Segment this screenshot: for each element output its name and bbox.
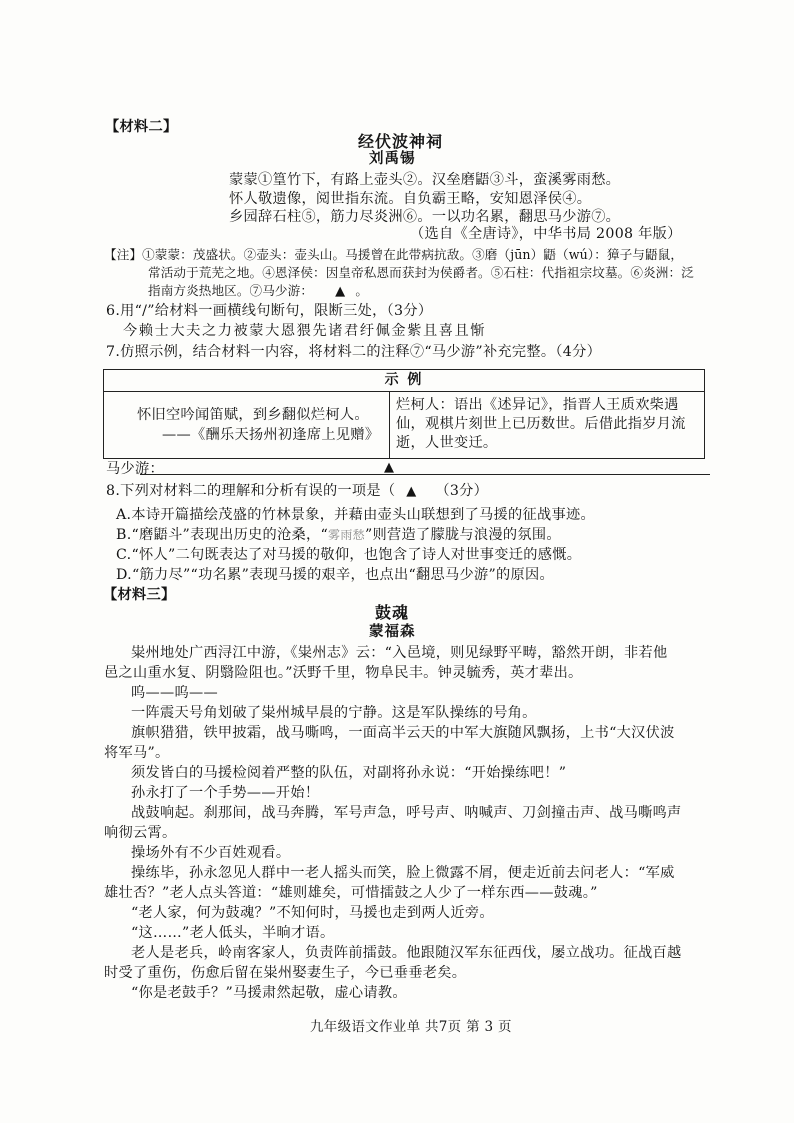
poem-source: （选自《全唐诗》，中华书局 2008 年版） xyxy=(410,226,682,242)
story-line-6: 将军马”。 xyxy=(104,745,170,761)
story-line-9: 战鼓响起。刹那间，战马奔腾，军号声急，呼号声、呐喊声、刀剑撞击声、战马嘶鸣声 xyxy=(131,805,682,821)
example-header: 示 例 xyxy=(104,370,705,392)
example-note-line-2: 仙，观棋片刻世上已历数世。后借此指岁月流 xyxy=(396,416,686,432)
answer-line[interactable] xyxy=(140,474,710,475)
option-b[interactable] xyxy=(116,526,561,544)
story-line-7: 须发皆白的马援检阅着严整的队伍，对副将孙永说：“开始操练吧！” xyxy=(131,765,567,781)
option-d[interactable]: D.“筋力尽”“功名累”表现马援的艰辛，也点出“翻思马少游”的原因。 xyxy=(116,567,554,583)
example-note-line-1: 烂柯人：语出《述异记》，指晋人王质欢柴遇 xyxy=(396,397,679,413)
story-line-18: “你是老鼓手？”马援肃然起敬，虚心请教。 xyxy=(131,985,407,1001)
question-8-text: 8.下列对材料二的理解和分析有误的一项是（ xyxy=(106,483,396,499)
story-line-4: 一阵震天号角划破了粜州城早晨的宁静。这是军队操练的号角。 xyxy=(131,705,537,721)
page-footer: 九年级语文作业单 共7页 第 3 页 xyxy=(310,1019,512,1035)
answer-label: 马少游： xyxy=(106,461,164,477)
example-poem-source: ——《酬乐天扬州初逢席上见赠》 xyxy=(162,427,380,443)
question-8 xyxy=(106,482,488,501)
answer-triangle-icon-3: ▲ xyxy=(406,484,417,499)
answer-triangle-icon: ▲ xyxy=(335,284,346,299)
question-8-score: （3分） xyxy=(435,483,489,499)
story-author: 蒙福森 xyxy=(369,623,416,640)
option-b-suffix: ”则营造了朦胧与浪漫的氛围。 xyxy=(364,527,561,543)
option-a[interactable]: A.本诗开篇描绘茂盛的竹林景象，并藉由壶头山联想到了马援的征战事迹。 xyxy=(116,507,595,523)
example-poem-cell xyxy=(104,392,390,459)
example-poem-line: 怀旧空吟闻笛赋，到乡翻似烂柯人。 xyxy=(137,407,369,423)
example-note-cell xyxy=(390,392,705,459)
poem-author: 刘禹锡 xyxy=(369,150,416,167)
material2-label: 【材料二】 xyxy=(105,119,178,135)
story-line-2: 邑之山重水复、阴翳险阻也。”沃野千里，物阜民丰。钟灵毓秀，英才辈出。 xyxy=(104,665,583,681)
poem-line-2: 怀人敬遗像，阅世指东流。自负霸王略，安知恩泽侯④。 xyxy=(229,191,592,207)
option-c[interactable]: C.“怀人”二句既表达了对马援的敬仰，也饱含了诗人对世事变迁的感慨。 xyxy=(116,547,582,563)
poem-line-1: 蒙蒙①篁竹下，有路上壶头②。汉垒磨鼯③斗，蛮溪雾雨愁。 xyxy=(229,172,621,188)
story-title: 鼓魂 xyxy=(375,603,410,622)
story-line-10: 响彻云霄。 xyxy=(104,825,177,841)
story-line-8: 孙永打了一个手势——开始！ xyxy=(131,785,320,801)
story-line-16: 老人是老兵，岭南客家人，负责阵前擂鼓。他跟随汉军东征西伐，屡立战功。征战百越 xyxy=(131,945,682,961)
story-line-1: 粜州地处广西浔江中游，《粜州志》云：“入邑境，则见绿野平畴，豁然开朗，非若他 xyxy=(131,645,668,661)
question-6-sentence: 今赖士大夫之力被蒙大恩猥先诸君纡佩金紫且喜且惭 xyxy=(123,323,487,339)
option-b-faded-text: 雾雨愁 xyxy=(328,528,365,542)
story-line-5: 旗帜猎猎，铁甲披霜，战马嘶鸣，一面高半云天的中军大旗随风飘扬，上书“大汉伏波 xyxy=(131,725,675,741)
question-7: 7.仿照示例，结合材料一内容，将材料二的注释⑦“马少游”补充完整。（4分） xyxy=(106,344,602,360)
option-b-prefix: B.“磨鼯斗”表现出历史的沧桑，“ xyxy=(116,527,329,543)
story-line-3: 呜——呜—— xyxy=(131,685,218,701)
note-line-3-text: 指南方炎热地区。⑦马少游： xyxy=(148,283,314,298)
question-6: 6.用“/”给材料一画横线句断句，限断三处，（3分） xyxy=(106,303,433,319)
story-line-11: 操场外有不少百姓观看。 xyxy=(131,845,291,861)
material3-label: 【材料三】 xyxy=(103,587,176,603)
poem-line-3: 乡园辞石柱⑤，筋力尽炎洲⑥。一以功名累，翻思马少游⑦。 xyxy=(229,209,621,225)
story-line-15: “这……”老人低头，半晌才语。 xyxy=(131,925,335,941)
story-line-13: 雄壮否？”老人点头答道：“雄则雄矣，可惜擂鼓之人少了一样东西——鼓魂。” xyxy=(104,885,598,901)
note-line-3 xyxy=(148,282,368,301)
story-line-12: 操练毕，孙永忽见人群中一老人摇头而笑，脸上微露不屑，便走近前去问老人：“军威 xyxy=(131,865,675,881)
note-end: 。 xyxy=(355,283,369,298)
answer-triangle-icon-2: ▲ xyxy=(384,460,395,475)
story-line-17: 时受了重伤，伤愈后留在粜州娶妻生子，今已垂垂老矣。 xyxy=(104,965,467,981)
note-line-2: 常活动于荒芜之地。④恩泽侯：因皇帝私恩而获封为侯爵者。⑤石柱：代指祖宗坟墓。⑥炎洲：泛 xyxy=(148,265,694,280)
poem-title: 经伏波神祠 xyxy=(358,132,444,151)
story-line-14: “老人家，何为鼓魂？”不知何时，马援也走到两人近旁。 xyxy=(131,905,494,921)
example-note-line-3: 逝，人世变迁。 xyxy=(396,435,498,451)
example-table xyxy=(103,369,705,459)
note-line-1: 【注】①蒙蒙：茂盛状。②壶头：壶头山。马援曾在此带病抗敌。③磨（jūn）鼯（wú）：獐子与鼯鼠， xyxy=(104,247,684,262)
